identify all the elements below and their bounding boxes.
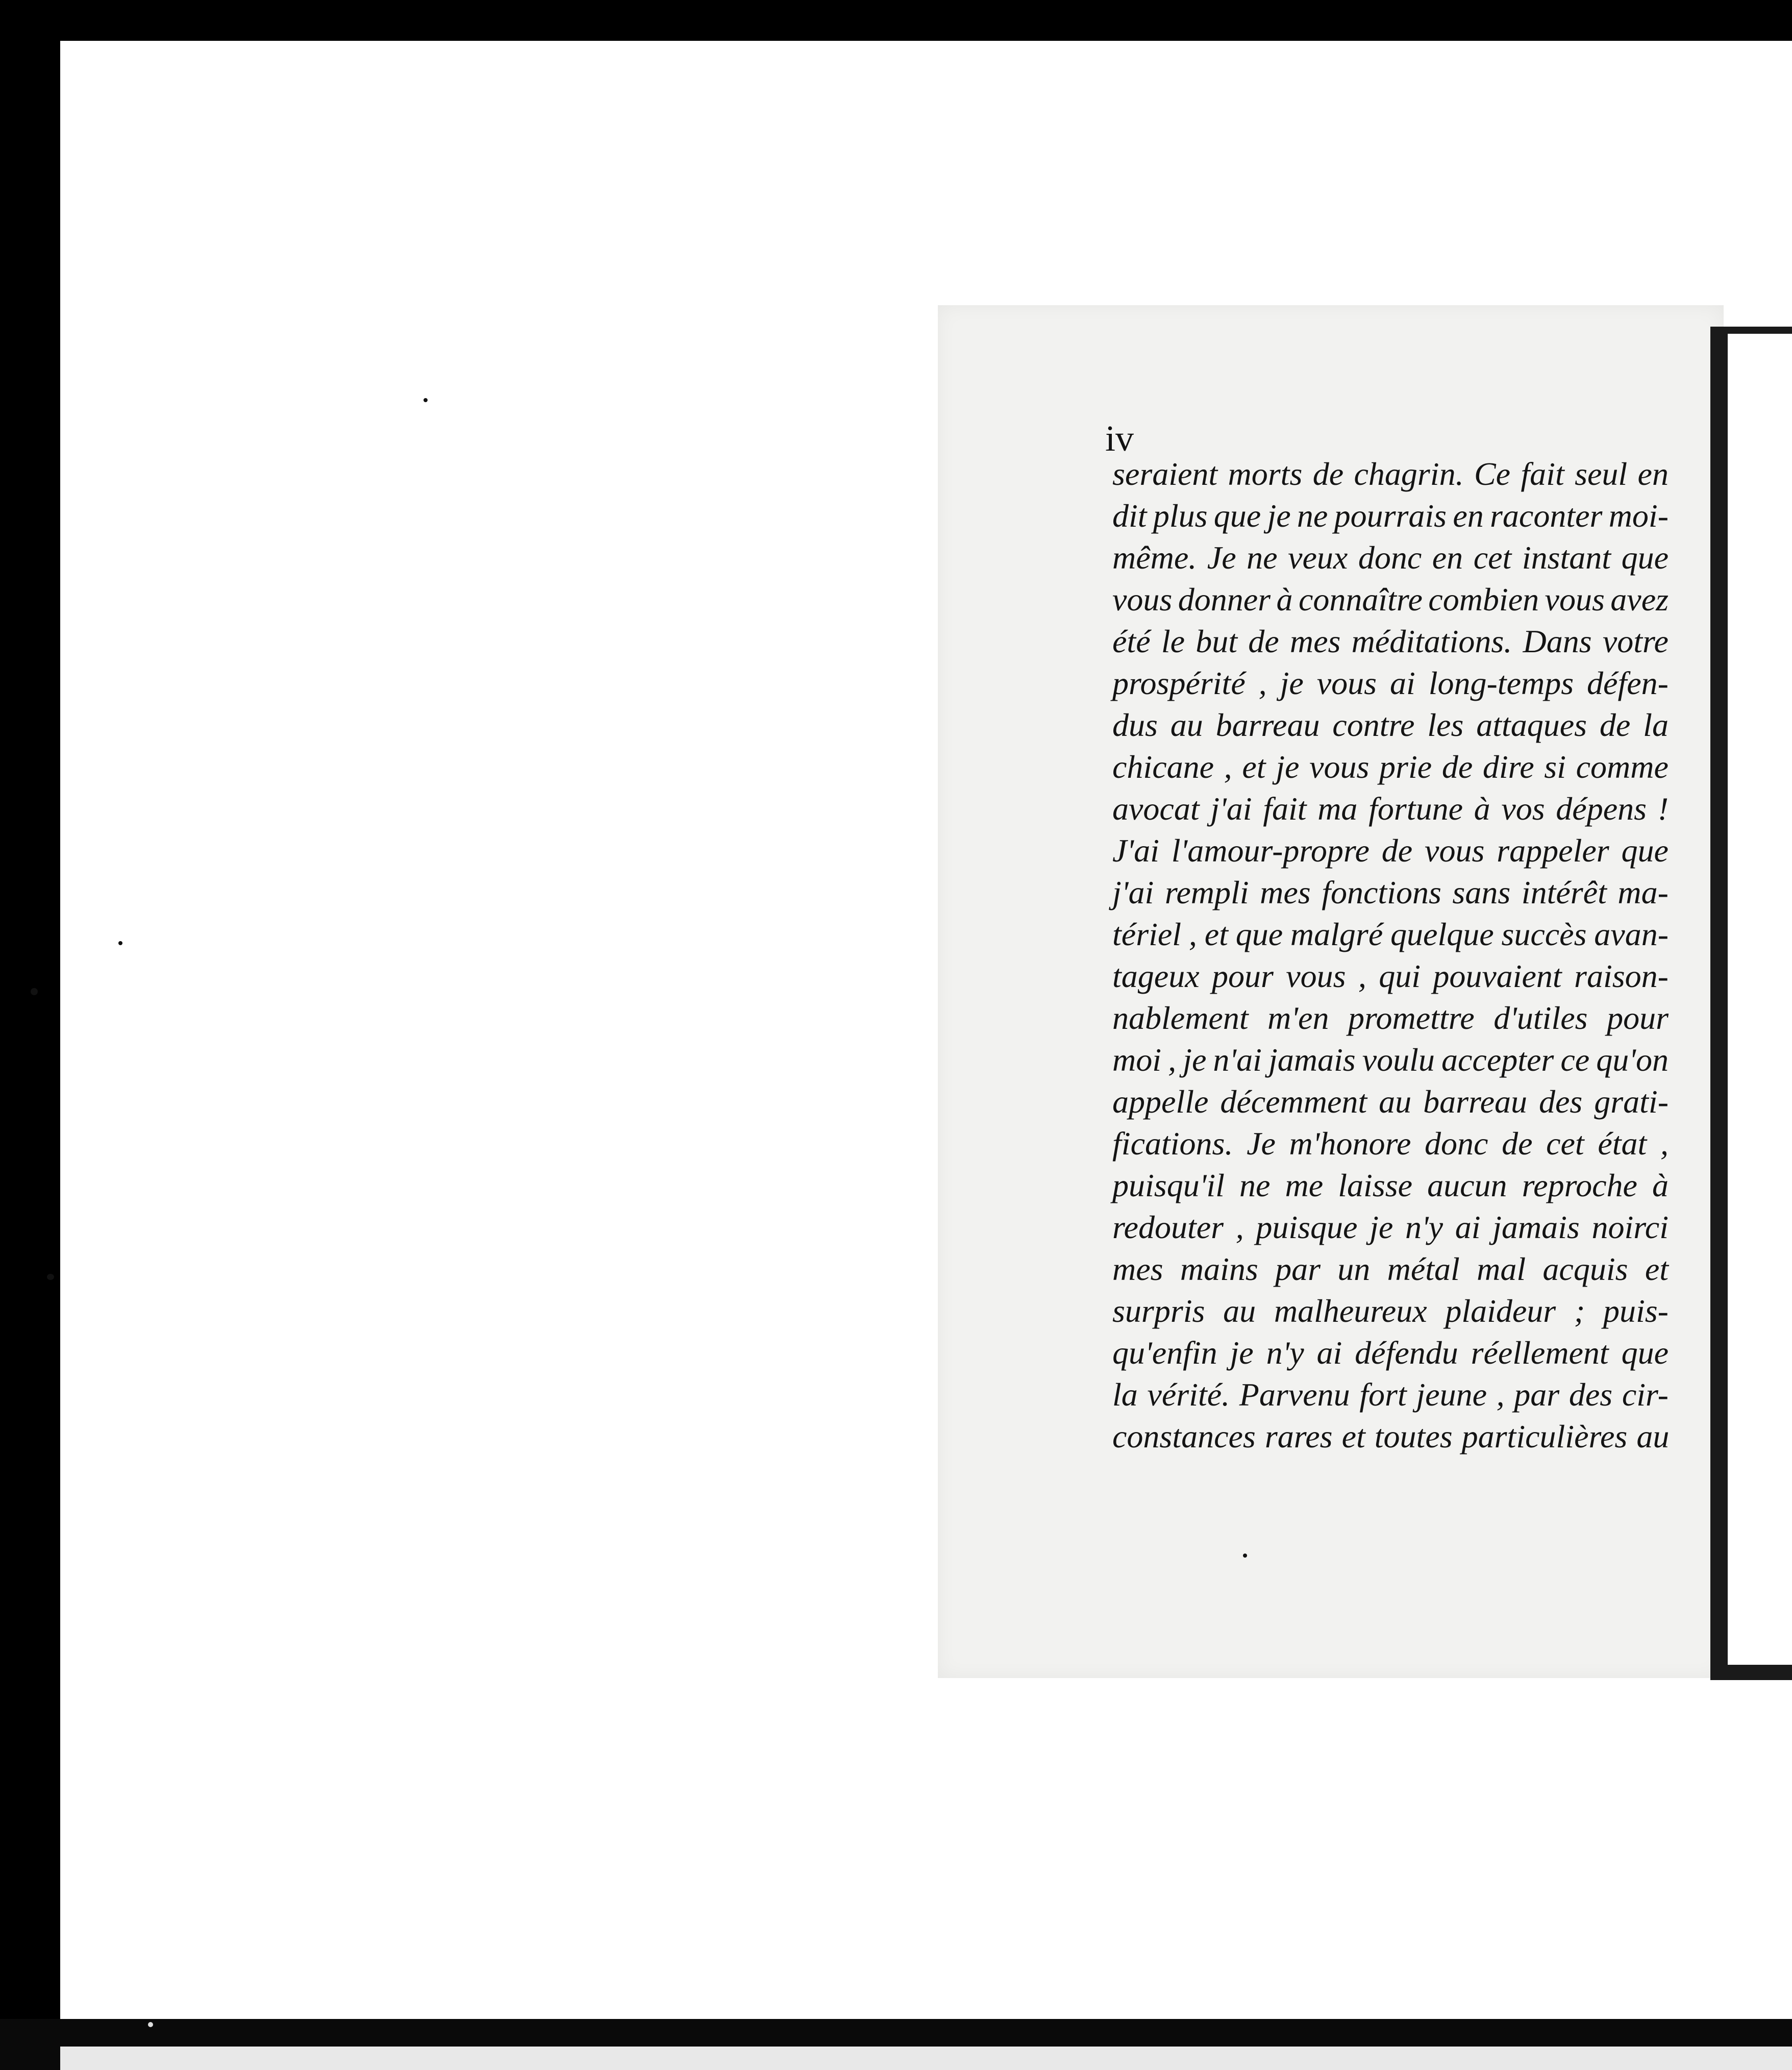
word: noirci [1591,1209,1669,1245]
word: moi [1112,1042,1161,1078]
word: barreau [1215,707,1320,743]
word: Je [1247,1125,1276,1162]
word: défen- [1587,665,1669,701]
text-line [1112,1290,1669,1332]
word: de [1381,832,1413,869]
word: que [1235,916,1283,952]
word: promettre [1348,1000,1475,1036]
text-block [1112,453,1669,1458]
word: voulu [1362,1042,1435,1078]
word: au [1636,1418,1670,1455]
word: si [1544,749,1566,785]
word: cet [1546,1125,1584,1162]
word: donner [1178,581,1271,618]
word: au [1223,1293,1256,1329]
word: succès [1501,916,1587,952]
word: je [1183,1042,1207,1078]
text-line [1112,1206,1669,1248]
word: mains [1180,1251,1258,1287]
word: ai [1389,665,1415,701]
word: ne [1247,539,1278,576]
word: J'ai [1112,832,1159,869]
word: chagrin. [1354,456,1464,492]
word: redouter [1112,1209,1224,1245]
word: rares [1264,1418,1333,1455]
word: seraient [1112,456,1218,492]
word: fonctions [1322,874,1441,910]
word: morts [1228,456,1303,492]
facing-page-edge-bottom [1710,1665,1792,1680]
dust-speck [31,988,38,995]
word: quelque [1390,916,1494,952]
word: de [1502,1125,1533,1162]
word: , [1168,1042,1177,1078]
word: barreau [1423,1083,1527,1120]
word: moi- [1608,498,1669,534]
word: raconter [1490,498,1603,534]
word: constances [1112,1418,1256,1455]
text-line [1112,830,1669,872]
text-line [1112,1416,1669,1458]
word: des [1538,1083,1583,1120]
word: pouvaient [1433,958,1562,994]
text-line [1112,872,1669,914]
word: de [1599,707,1631,743]
word: de [1248,623,1279,659]
word: comme [1576,749,1669,785]
word: état [1598,1125,1647,1162]
text-line [1112,704,1669,746]
text-line [1112,1248,1669,1290]
word: fait [1521,456,1564,492]
word: de [1312,456,1344,492]
word: , [1188,916,1197,952]
word: que [1621,832,1669,869]
word: pour [1211,958,1274,994]
word: malheureux [1274,1293,1427,1329]
word: m'en [1267,1000,1329,1036]
word: cet [1473,539,1512,576]
word: vous [1112,581,1173,618]
word: à [1276,581,1293,618]
text-line [1112,579,1669,621]
word: jamais [1492,1209,1580,1245]
dust-speck [148,2022,153,2027]
word: intérêt [1521,874,1607,910]
word: je [1370,1209,1393,1245]
word: l'amour-propre [1171,832,1370,869]
word: défendu [1355,1335,1458,1371]
word: tériel [1112,916,1182,952]
word: ai [1455,1209,1481,1245]
text-line [1112,621,1669,662]
word: ai [1316,1335,1342,1371]
word: je [1280,665,1304,701]
word: par [1275,1251,1321,1287]
word: , [1258,665,1267,701]
text-line [1112,495,1669,537]
word: prospérité [1112,665,1246,701]
word: ne [1239,1167,1271,1203]
word: ce [1560,1042,1590,1078]
word: puisqu'il [1112,1167,1225,1203]
word: donc [1425,1125,1488,1162]
word: j'ai [1210,791,1252,827]
text-line [1112,1039,1669,1081]
word: dépens [1556,791,1647,827]
word: tageux [1112,958,1200,994]
word: Je [1207,539,1236,576]
word: n'y [1266,1335,1304,1371]
word: pourrais [1334,498,1447,534]
word: ; [1574,1293,1585,1329]
text-line [1112,997,1669,1039]
word: puis- [1603,1293,1669,1329]
word: à [1652,1167,1669,1203]
word: que [1621,539,1669,576]
word: à [1474,791,1490,827]
word: les [1427,707,1464,743]
word: en [1637,456,1669,492]
word: , [1496,1376,1505,1413]
word: vous [1545,581,1605,618]
word: la [1643,707,1669,743]
word: laisse [1338,1167,1413,1203]
word: veux [1288,539,1348,576]
word: m'honore [1289,1125,1411,1162]
word: avez [1610,581,1669,618]
word: me [1285,1167,1324,1203]
word: ! [1657,791,1669,827]
word: des [1569,1376,1613,1413]
word: , [1358,958,1366,994]
text-line [1112,914,1669,955]
word: nablement [1112,1000,1249,1036]
word: je [1230,1335,1254,1371]
word: un [1337,1251,1371,1287]
text-line [1112,537,1669,579]
word: long-temps [1428,665,1574,701]
word: mes [1289,623,1341,659]
word: rappeler [1497,832,1609,869]
word: mal [1477,1251,1526,1287]
word: au [1170,707,1203,743]
word: chicane [1112,749,1214,785]
word: seul [1575,456,1628,492]
word: , [1224,749,1232,785]
word: dire [1482,749,1534,785]
word: avan- [1594,916,1669,952]
word: et [1645,1251,1669,1287]
word: connaître [1298,581,1423,618]
word: votre [1602,623,1669,659]
text-line [1112,1165,1669,1206]
word: je [1276,749,1300,785]
word: contre [1332,707,1415,743]
word: fait [1263,791,1307,827]
word: , [1235,1209,1244,1245]
word: toutes [1374,1418,1453,1455]
text-line [1112,453,1669,495]
word: décemment [1220,1083,1367,1120]
text-line [1112,746,1669,788]
page-number: iv [1105,418,1134,459]
word: dit [1112,498,1147,534]
word: été [1112,623,1151,659]
word: par [1514,1376,1560,1413]
word: dus [1112,707,1158,743]
text-line [1112,1332,1669,1374]
word: n'ai [1213,1042,1262,1078]
dust-speck [1243,1554,1247,1558]
word: avocat [1112,791,1200,827]
word: en [1432,539,1463,576]
word: Ce [1474,456,1511,492]
word: qui [1379,958,1421,994]
word: méditations. [1351,623,1512,659]
word: j'ai [1112,874,1154,910]
word: but [1196,623,1237,659]
word: métal [1387,1251,1460,1287]
word: qu'on [1596,1042,1669,1078]
word: je [1267,498,1291,534]
word: fort [1359,1376,1407,1413]
word: ma- [1617,874,1669,910]
word: prie [1379,749,1432,785]
word: que [1621,1335,1669,1371]
word: qu'enfin [1112,1335,1217,1371]
word: et [1341,1418,1365,1455]
word: attaques [1476,707,1587,743]
text-line [1112,1123,1669,1165]
word: le [1161,623,1185,659]
word: fortune [1368,791,1463,827]
bottom-strip [60,2047,1792,2070]
word: mes [1112,1251,1163,1287]
word: n'y [1405,1209,1443,1245]
text-line [1112,1081,1669,1123]
word: la [1112,1376,1138,1413]
word: particulières [1461,1418,1628,1455]
word: vous [1425,832,1485,869]
word: fications. [1112,1125,1233,1162]
word: instant [1522,539,1611,576]
word: de [1441,749,1473,785]
word: donc [1358,539,1422,576]
text-line [1112,788,1669,830]
dust-speck [424,398,428,402]
word: même. [1112,539,1197,576]
word: grati- [1594,1083,1669,1120]
dust-speck [118,941,122,945]
word: et [1242,749,1266,785]
word: surpris [1112,1293,1205,1329]
word: ma [1317,791,1358,827]
word: Parvenu [1239,1376,1350,1413]
word: jeune [1416,1376,1487,1413]
word: au [1379,1083,1412,1120]
word: accepter [1441,1042,1554,1078]
word: pour [1607,1000,1669,1036]
word: vous [1309,749,1370,785]
word: aucun [1427,1167,1507,1203]
word: que [1213,498,1261,534]
word: en [1453,498,1484,534]
word: mes [1260,874,1311,910]
word: d'utiles [1494,1000,1588,1036]
dust-speck [47,1274,54,1280]
word: vos [1501,791,1545,827]
word: et [1204,916,1228,952]
word: malgré [1290,916,1383,952]
text-line [1112,662,1669,704]
word: rempli [1164,874,1249,910]
word: Dans [1523,623,1592,659]
word: raison- [1574,958,1669,994]
word: acquis [1542,1251,1628,1287]
facing-page-edge [1710,333,1728,1680]
word: reproche [1522,1167,1637,1203]
word: combien [1428,581,1539,618]
word: , [1660,1125,1669,1162]
word: plus [1153,498,1208,534]
word: vous [1316,665,1377,701]
text-line [1112,955,1669,997]
word: vous [1286,958,1346,994]
word: sans [1452,874,1511,910]
word: jamais [1268,1042,1356,1078]
text-line [1112,1374,1669,1416]
word: appelle [1112,1083,1209,1120]
word: plaideur [1445,1293,1556,1329]
word: puisque [1256,1209,1358,1245]
word: cir- [1622,1376,1669,1413]
word: réellement [1471,1335,1609,1371]
word: ne [1297,498,1328,534]
word: vérité. [1147,1376,1230,1413]
